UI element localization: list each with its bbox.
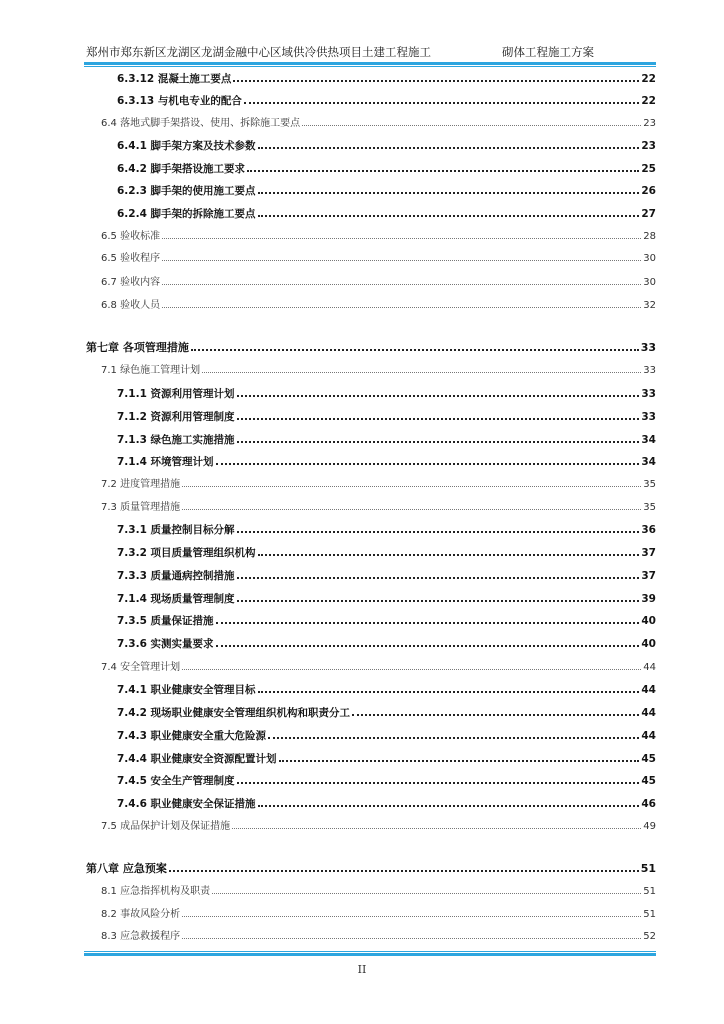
toc-entry-title: 7.3.6 实测实量要求 (117, 638, 214, 650)
toc-leader-dots (182, 928, 641, 939)
toc-leader-dots (162, 228, 641, 239)
toc-entry[interactable] (86, 339, 656, 356)
toc-entry[interactable] (101, 362, 656, 379)
toc-entry-page: 46 (641, 798, 656, 810)
toc-entry-title: 第八章 应急预案 (86, 862, 167, 875)
toc-entry[interactable] (117, 635, 656, 652)
toc-entry[interactable] (101, 115, 656, 132)
toc-entry-title: 8.2 事故风险分析 (101, 909, 181, 920)
toc-entry-page: 51 (643, 886, 656, 897)
toc-entry-page: 22 (641, 95, 656, 107)
toc-entry[interactable] (117, 182, 656, 199)
toc-leader-dots (212, 883, 641, 894)
toc-entry-title: 7.4.2 现场职业健康安全管理组织机构和职责分工 (117, 707, 351, 719)
toc-entry-title: 6.2.3 脚手架的使用施工要点 (117, 185, 256, 197)
toc-leader-dots (182, 499, 641, 510)
toc-entry[interactable] (117, 92, 656, 109)
table-of-contents (84, 0, 656, 1024)
toc-entry[interactable] (117, 727, 656, 744)
toc-leader-dots (268, 727, 639, 739)
toc-entry-page: 33 (640, 341, 656, 354)
toc-entry-title: 7.1.4 环境管理计划 (117, 456, 214, 468)
toc-entry-page: 35 (643, 479, 656, 490)
toc-entry[interactable] (117, 453, 656, 470)
toc-entry-title: 6.2.4 脚手架的拆除施工要点 (117, 208, 256, 220)
toc-entry[interactable] (117, 772, 656, 789)
toc-entry[interactable] (117, 612, 656, 629)
toc-leader-dots (237, 590, 640, 602)
toc-leader-dots (191, 339, 639, 351)
toc-entry-title: 7.4.6 职业健康安全保证措施 (117, 798, 256, 810)
toc-entry-page: 51 (643, 909, 656, 920)
toc-entry[interactable] (101, 274, 656, 291)
toc-entry[interactable] (117, 205, 656, 222)
toc-entry-page: 52 (643, 931, 656, 942)
toc-leader-dots (216, 612, 640, 624)
toc-entry[interactable] (117, 681, 656, 698)
toc-entry-page: 45 (641, 753, 656, 765)
toc-leader-dots (162, 297, 641, 308)
toc-leader-dots (258, 205, 640, 217)
toc-entry-title: 7.4.3 职业健康安全重大危险源 (117, 730, 267, 742)
toc-entry-page: 26 (641, 185, 656, 197)
toc-entry-page: 33 (643, 365, 656, 376)
toc-leader-dots (258, 544, 640, 556)
toc-entry-page: 51 (640, 862, 656, 875)
toc-leader-dots (258, 795, 640, 807)
toc-leader-dots (162, 250, 641, 261)
toc-entry[interactable] (117, 521, 656, 538)
toc-leader-dots (279, 750, 640, 762)
toc-entry-title: 6.8 验收人员 (101, 300, 161, 311)
toc-entry-page: 44 (641, 730, 656, 742)
toc-leader-dots (258, 137, 640, 149)
toc-entry-page: 23 (641, 140, 656, 152)
toc-entry-title: 6.3.12 混凝土施工要点 (117, 73, 232, 85)
toc-entry-title: 7.2 进度管理措施 (101, 479, 181, 490)
toc-entry-page: 33 (641, 388, 656, 400)
toc-entry-page: 35 (643, 502, 656, 513)
toc-entry-title: 7.1.1 资源利用管理计划 (117, 388, 235, 400)
toc-entry-page: 40 (641, 638, 656, 650)
toc-entry-page: 37 (641, 547, 656, 559)
header-document-title: 砌体工程施工方案 (502, 45, 594, 59)
toc-entry-page: 49 (643, 821, 656, 832)
toc-entry-title: 7.3.1 质量控制目标分解 (117, 524, 235, 536)
toc-entry-title: 6.5 验收程序 (101, 253, 161, 264)
toc-leader-dots (237, 772, 640, 784)
toc-entry[interactable] (101, 228, 656, 245)
toc-entry-title: 7.3.3 质量通病控制措施 (117, 570, 235, 582)
toc-entry[interactable] (101, 906, 656, 923)
toc-entry[interactable] (86, 860, 656, 877)
toc-entry-page: 30 (643, 253, 656, 264)
toc-entry[interactable] (117, 431, 656, 448)
toc-entry-title: 6.3.13 与机电专业的配合 (117, 95, 242, 107)
toc-entry-title: 7.5 成品保护计划及保证措施 (101, 821, 231, 832)
page-number: II (357, 963, 367, 976)
toc-entry[interactable] (117, 385, 656, 402)
toc-entry-page: 39 (641, 593, 656, 605)
toc-leader-dots (237, 567, 640, 579)
toc-entry[interactable] (101, 928, 656, 945)
toc-entry-page: 27 (641, 208, 656, 220)
toc-entry-title: 第七章 各项管理措施 (86, 341, 189, 354)
toc-leader-dots (216, 453, 640, 465)
toc-entry-title: 6.4 落地式脚手架搭设、使用、拆除施工要点 (101, 118, 301, 129)
toc-leader-dots (237, 431, 640, 443)
toc-leader-dots (182, 476, 641, 487)
toc-entry-title: 7.3 质量管理措施 (101, 502, 181, 513)
toc-entry-page: 32 (643, 300, 656, 311)
toc-entry-page: 45 (641, 775, 656, 787)
toc-entry-title: 6.4.1 脚手架方案及技术参数 (117, 140, 256, 152)
toc-entry-page: 44 (641, 684, 656, 696)
toc-entry[interactable] (117, 70, 656, 87)
toc-entry-title: 7.3.2 项目质量管理组织机构 (117, 547, 256, 559)
toc-entry-page: 23 (643, 118, 656, 129)
toc-entry-title: 6.4.2 脚手架搭设施工要求 (117, 163, 246, 175)
toc-leader-dots (169, 860, 639, 872)
toc-leader-dots (216, 635, 640, 647)
toc-leader-dots (258, 182, 640, 194)
toc-entry-title: 6.7 验收内容 (101, 277, 161, 288)
toc-entry-page: 28 (643, 231, 656, 242)
toc-entry-page: 44 (641, 707, 656, 719)
toc-leader-dots (232, 818, 641, 829)
toc-entry-title: 8.1 应急指挥机构及职责 (101, 886, 211, 897)
toc-leader-dots (237, 408, 640, 420)
toc-entry-title: 7.4.4 职业健康安全资源配置计划 (117, 753, 277, 765)
toc-entry-page: 22 (641, 73, 656, 85)
toc-entry[interactable] (101, 883, 656, 900)
header-project-title: 郑州市郑东新区龙湖区龙湖金融中心区域供冷供热项目土建工程施工 (86, 45, 431, 59)
toc-entry[interactable] (117, 160, 656, 177)
toc-entry[interactable] (117, 544, 656, 561)
toc-entry[interactable] (101, 818, 656, 835)
toc-leader-dots (233, 70, 639, 82)
toc-entry-title: 7.4 安全管理计划 (101, 662, 181, 673)
toc-entry[interactable] (101, 297, 656, 314)
toc-entry[interactable] (117, 567, 656, 584)
toc-entry-title: 7.1.4 现场质量管理制度 (117, 593, 235, 605)
toc-leader-dots (258, 681, 640, 693)
toc-leader-dots (202, 362, 641, 373)
toc-entry[interactable] (101, 250, 656, 267)
toc-leader-dots (162, 274, 641, 285)
toc-entry[interactable] (117, 750, 656, 767)
toc-leader-dots (302, 115, 641, 126)
toc-entry-page: 40 (641, 615, 656, 627)
footer-rule (84, 951, 656, 956)
toc-entry-title: 7.4.1 职业健康安全管理目标 (117, 684, 256, 696)
toc-leader-dots (247, 160, 639, 172)
toc-entry[interactable] (117, 137, 656, 154)
toc-entry[interactable] (117, 590, 656, 607)
toc-entry-title: 6.5 验收标准 (101, 231, 161, 242)
toc-entry-title: 7.4.5 安全生产管理制度 (117, 775, 235, 787)
toc-entry[interactable] (117, 704, 656, 721)
toc-entry-page: 25 (641, 163, 656, 175)
toc-leader-dots (182, 906, 641, 917)
toc-entry-page: 36 (641, 524, 656, 536)
toc-entry[interactable] (101, 499, 656, 516)
toc-entry[interactable] (117, 408, 656, 425)
toc-entry-title: 8.3 应急救援程序 (101, 931, 181, 942)
toc-entry-page: 34 (641, 434, 656, 446)
toc-entry-title: 7.1.3 绿色施工实施措施 (117, 434, 235, 446)
toc-leader-dots (237, 385, 640, 397)
toc-entry-title: 7.3.5 质量保证措施 (117, 615, 214, 627)
toc-entry-title: 7.1 绿色施工管理计划 (101, 365, 201, 376)
toc-leader-dots (352, 704, 639, 716)
toc-entry[interactable] (101, 659, 656, 676)
toc-leader-dots (237, 521, 640, 533)
toc-entry-page: 34 (641, 456, 656, 468)
toc-leader-dots (244, 92, 640, 104)
toc-entry-page: 30 (643, 277, 656, 288)
toc-entry[interactable] (101, 476, 656, 493)
toc-entry-title: 7.1.2 资源利用管理制度 (117, 411, 235, 423)
toc-entry[interactable] (117, 795, 656, 812)
toc-entry-page: 44 (643, 662, 656, 673)
toc-entry-page: 37 (641, 570, 656, 582)
toc-leader-dots (182, 659, 641, 670)
toc-entry-page: 33 (641, 411, 656, 423)
